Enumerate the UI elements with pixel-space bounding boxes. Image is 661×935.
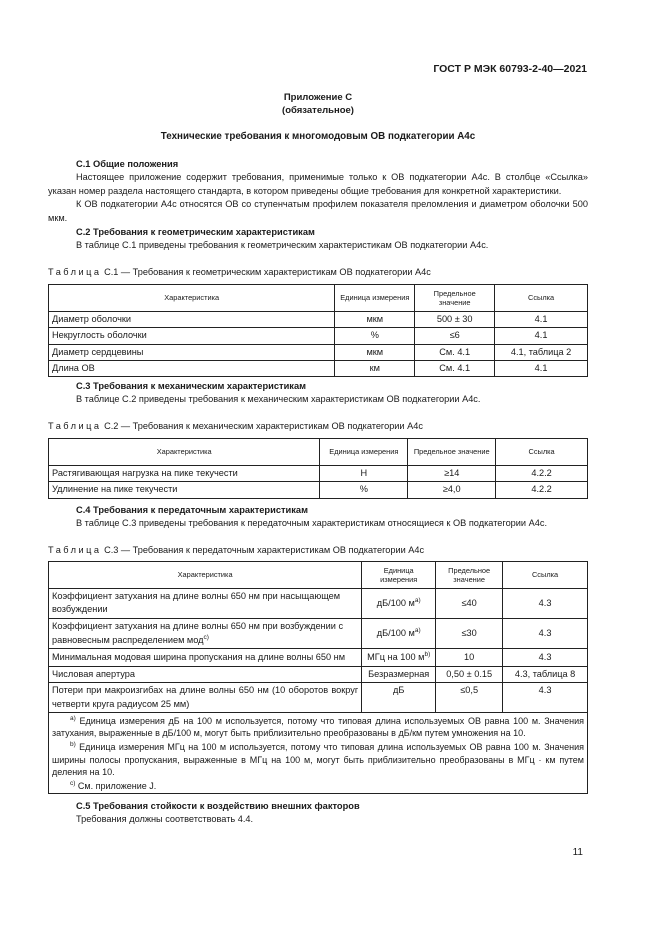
table-row bbox=[49, 666, 588, 682]
footnote-ref: a) bbox=[414, 627, 421, 635]
section-c4 bbox=[48, 504, 588, 531]
section-c3-intro: В таблице С.2 приведены требования к механическим характеристикам ОВ подкатегории А4с. bbox=[76, 394, 481, 405]
table-c1-header-characteristic: Характеристика bbox=[49, 285, 335, 312]
table-c3-wrap bbox=[48, 561, 588, 794]
table-cell: 4.1 bbox=[495, 312, 588, 328]
table-cell: мкм bbox=[335, 312, 415, 328]
table-cell: См. 4.1 bbox=[415, 344, 495, 360]
table-cell bbox=[49, 666, 362, 682]
footnote-mark: b) bbox=[70, 741, 76, 749]
footnote-mark: a) bbox=[70, 714, 76, 722]
table-cell: ≥14 bbox=[408, 466, 496, 482]
table-c3 bbox=[48, 561, 588, 794]
table-c1-header-unit: Единица измерения bbox=[335, 285, 415, 312]
table-cell: % bbox=[320, 482, 408, 498]
section-c5-text: Требования должны соответствовать 4.4. bbox=[76, 814, 254, 825]
table-row bbox=[49, 361, 588, 377]
table-c2-wrap bbox=[48, 438, 588, 499]
table-cell bbox=[49, 618, 362, 649]
table-cell: ≤6 bbox=[415, 328, 495, 344]
section-c1-title: С.1 Общие положения bbox=[76, 159, 179, 169]
table-cell: мкм bbox=[335, 344, 415, 360]
table-cell: 4.2.2 bbox=[496, 466, 588, 482]
table-c3-header-unit: Единица измерения bbox=[362, 562, 436, 589]
cell-text: дБ/100 м bbox=[376, 628, 415, 639]
section-c3 bbox=[48, 380, 588, 407]
cell-text: Минимальная модовая ширина пропускания на длине волны 650 нм bbox=[52, 651, 346, 662]
footnote-a bbox=[52, 714, 584, 740]
table-c1-header-reference: Ссылка bbox=[495, 285, 588, 312]
table-cell: км bbox=[335, 361, 415, 377]
table-cell: ≤0,5 bbox=[436, 683, 503, 713]
cell-text: Потери при макроизгибах на длине волны 650 нм (10 оборотов вокруг четверти круга радиусом 25 мм) bbox=[52, 685, 359, 709]
footnote-text: Единица измерения МГц на 100 м используется, потому что типовая длина используемых ОВ равна 100 м. Значения ширины полосы пропускания, выраженные в МГц на 100 м, могут быть приблизительно преобразованы в МГц · км путем деления на 10. bbox=[52, 742, 584, 778]
footnote-ref: b) bbox=[424, 651, 431, 659]
table-cell: Диаметр оболочки bbox=[49, 312, 335, 328]
cell-text: дБ bbox=[393, 685, 405, 696]
table-c3-header-limit: Предельное значение bbox=[436, 562, 503, 589]
table-row bbox=[49, 328, 588, 344]
cell-text: дБ/100 м bbox=[376, 598, 415, 609]
caption-word: Таблица bbox=[48, 267, 102, 277]
table-cell: Н bbox=[320, 466, 408, 482]
table-cell bbox=[362, 589, 436, 619]
table-cell: ≤40 bbox=[436, 589, 503, 619]
table-cell: ≥4,0 bbox=[408, 482, 496, 498]
caption-word: Таблица bbox=[48, 421, 102, 431]
table-row bbox=[49, 466, 588, 482]
table-cell bbox=[49, 683, 362, 713]
table-row bbox=[49, 618, 588, 649]
footnote-text: Единица измерения дБ на 100 м используется, потому что типовая длина используемых ОВ равна 100 м. Значения затухания, выраженные в дБ/100 м, могут быть приблизительно преобразованы в дБ/км путем умножения на 10. bbox=[52, 715, 584, 739]
table-cell bbox=[49, 589, 362, 619]
table-cell: 4.1, таблица 2 bbox=[495, 344, 588, 360]
table-c1-header-limit: Предельное значение bbox=[415, 285, 495, 312]
section-c2-intro: В таблице С.1 приведены требования к геометрическим характеристикам ОВ подкатегории А4с. bbox=[76, 240, 489, 251]
appendix-status: (обязательное) bbox=[282, 104, 354, 116]
table-cell: 4.3 bbox=[503, 683, 588, 713]
section-c3-title: С.3 Требования к механическим характеристикам bbox=[76, 381, 307, 391]
footnote-ref: a) bbox=[414, 597, 421, 605]
section-c1-paragraph-1: Настоящее приложение содержит требования, применимые только к ОВ подкатегории А4с. В столбце «Ссылка» указан номер раздела настоящего стандарта, в котором приведены общие требования для конкретной характеристики. bbox=[48, 172, 588, 196]
table-row bbox=[49, 482, 588, 498]
table-cell: Длина ОВ bbox=[49, 361, 335, 377]
table-c3-header-characteristic: Характеристика bbox=[49, 562, 362, 589]
table-cell: 0,50 ± 0.15 bbox=[436, 666, 503, 682]
section-c1-paragraph-2: К ОВ подкатегории А4с относятся ОВ со ступенчатым профилем показателя преломления и диаметром оболочки 500 мкм. bbox=[48, 199, 588, 223]
table-cell: ≤30 bbox=[436, 618, 503, 649]
table-cell: 4.1 bbox=[495, 328, 588, 344]
section-c2-title: С.2 Требования к геометрическим характеристикам bbox=[76, 227, 315, 237]
table-cell: 500 ± 30 bbox=[415, 312, 495, 328]
table-cell: 4.1 bbox=[495, 361, 588, 377]
caption-word: Таблица bbox=[48, 545, 102, 555]
cell-text: Коэффициент затухания на длине волны 650 нм при возбуждении с равновесным распределением мод bbox=[52, 620, 344, 646]
footnote-text: См. приложение J. bbox=[75, 780, 157, 791]
section-c4-title: С.4 Требования к передаточным характеристикам bbox=[76, 505, 308, 515]
table-cell bbox=[362, 618, 436, 649]
table-row bbox=[49, 312, 588, 328]
section-c5-title: С.5 Требования стойкости к воздействию внешних факторов bbox=[76, 801, 360, 811]
table-cell: 4.3 bbox=[503, 589, 588, 619]
table-c3-caption bbox=[48, 544, 588, 557]
table-cell: См. 4.1 bbox=[415, 361, 495, 377]
table-cell: Растягивающая нагрузка на пике текучести bbox=[49, 466, 320, 482]
footnote-b bbox=[52, 740, 584, 779]
footnote-ref: c) bbox=[203, 634, 209, 642]
table-c2-caption bbox=[48, 420, 588, 433]
table-c1 bbox=[48, 284, 588, 377]
table-footnotes-row bbox=[49, 712, 588, 794]
table-c3-header-reference: Ссылка bbox=[503, 562, 588, 589]
section-c5 bbox=[48, 800, 588, 827]
table-cell bbox=[362, 649, 436, 666]
table-row bbox=[49, 683, 588, 713]
table-cell: Диаметр сердцевины bbox=[49, 344, 335, 360]
table-row bbox=[49, 589, 588, 619]
table-c2-header-reference: Ссылка bbox=[496, 439, 588, 466]
table-c2 bbox=[48, 438, 588, 499]
table-c2-header-unit: Единица измерения bbox=[320, 439, 408, 466]
appendix-title: Технические требования к многомодовым ОВ подкатегории А4с bbox=[160, 131, 476, 142]
table-cell: 4.3, таблица 8 bbox=[503, 666, 588, 682]
document-code: ГОСТ Р МЭК 60793-2-40—2021 bbox=[433, 63, 587, 75]
page-number: 11 bbox=[572, 847, 583, 858]
section-c1 bbox=[48, 158, 588, 225]
table-cell: % bbox=[335, 328, 415, 344]
table-c2-header-characteristic: Характеристика bbox=[49, 439, 320, 466]
cell-text: Числовая апертура bbox=[52, 668, 135, 679]
section-c4-intro: В таблице С.3 приведены требования к передаточным характеристикам относящиеся к ОВ подкатегории А4с. bbox=[76, 518, 547, 529]
cell-text: Безразмерная bbox=[368, 668, 430, 679]
caption-text: С.1 — Требования к геометрическим характеристикам ОВ подкатегории А4с bbox=[101, 267, 431, 277]
table-c1-caption bbox=[48, 266, 588, 279]
caption-text: С.2 — Требования к механическим характеристикам ОВ подкатегории А4с bbox=[101, 421, 423, 431]
footnote-c bbox=[52, 779, 584, 793]
table-cell: 4.3 bbox=[503, 649, 588, 666]
table-cell bbox=[362, 666, 436, 682]
table-cell: 4.3 bbox=[503, 618, 588, 649]
table-c1-wrap bbox=[48, 284, 588, 377]
footnote-mark: c) bbox=[70, 779, 76, 787]
table-cell: Некруглость оболочки bbox=[49, 328, 335, 344]
table-footnotes bbox=[49, 712, 588, 794]
table-row bbox=[49, 344, 588, 360]
table-row bbox=[49, 649, 588, 666]
appendix-heading bbox=[48, 92, 588, 118]
table-cell bbox=[362, 683, 436, 713]
table-cell: Удлинение на пике текучести bbox=[49, 482, 320, 498]
table-cell bbox=[49, 649, 362, 666]
table-cell: 10 bbox=[436, 649, 503, 666]
cell-text: Коэффициент затухания на длине волны 650 нм при насыщающем возбуждении bbox=[52, 591, 341, 615]
table-cell: 4.2.2 bbox=[496, 482, 588, 498]
caption-text: С.3 — Требования к передаточным характеристикам ОВ подкатегории А4с bbox=[101, 545, 425, 555]
table-c2-header-limit: Предельное значение bbox=[408, 439, 496, 466]
appendix-label: Приложение С bbox=[283, 92, 353, 103]
section-c2 bbox=[48, 226, 588, 253]
cell-text: МГц на 100 м bbox=[367, 652, 425, 663]
